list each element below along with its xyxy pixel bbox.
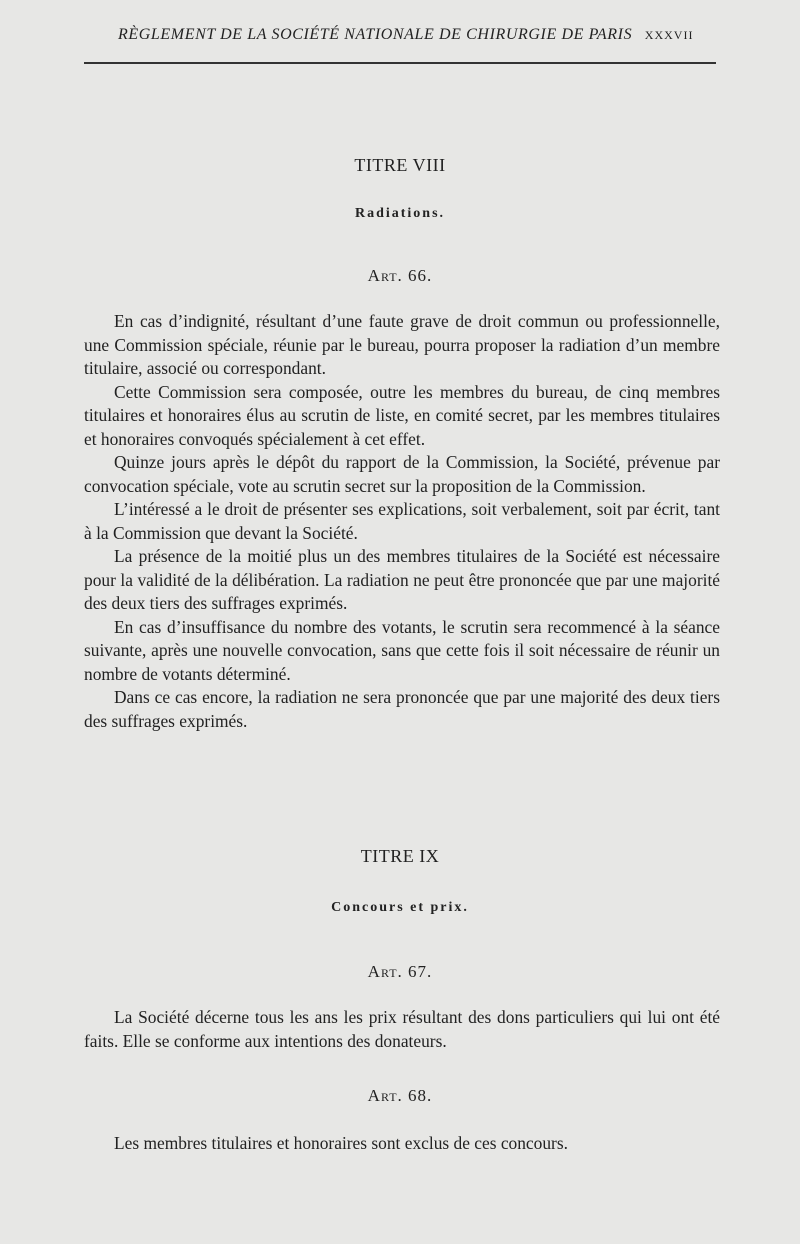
article-68-heading: Art. 68. xyxy=(367,1086,433,1105)
titre-viii-subtitle: Radiations. xyxy=(354,206,446,221)
paragraph: En cas d’insuffisance du nombre des votants, le scrutin sera recommencé à la séance suivante, après une nouvelle convocation, sans que cette fois il soit nécessaire de réunir un nombre de votants déterminé. xyxy=(84,616,720,684)
paragraph: La Société décerne tous les ans les prix résultant des dons particuliers qui lui ont été faits. Elle se conforme aux intentions des donateurs. xyxy=(84,1007,720,1051)
titre-ix-heading: TITRE IX xyxy=(360,846,440,866)
article-67-text xyxy=(84,1006,720,1053)
article-66-text xyxy=(84,310,720,733)
article-67-heading: Art. 67. xyxy=(367,962,433,981)
paragraph: En cas d’indignité, résultant d’une faute grave de droit commun ou professionnelle, une Commission spéciale, réunie par le bureau, pourra proposer la radiation d’un membre titulaire, associé ou correspondant. xyxy=(84,311,720,378)
running-head xyxy=(118,26,728,44)
paragraph: Dans ce cas encore, la radiation ne sera prononcée que par une majorité des deux tiers des suffrages exprimés. xyxy=(84,687,720,731)
article-66-heading: Art. 66. xyxy=(367,266,433,285)
running-title: RÈGLEMENT DE LA SOCIÉTÉ NATIONALE DE CHIRURGIE DE PARIS xyxy=(118,26,633,43)
paragraph: Les membres titulaires et honoraires sont exclus de ces concours. xyxy=(114,1133,568,1153)
paragraph: Cette Commission sera composée, outre les membres du bureau, de cinq membres titulaires et honoraires élus au scrutin de liste, en comité secret, par les membres titulaires et honoraires convoqués spécialement à cet effet. xyxy=(84,381,720,449)
article-68-text xyxy=(84,1132,720,1156)
paragraph: L’intéressé a le droit de présenter ses explications, soit verbalement, soit par écrit, tant à la Commission que devant la Société. xyxy=(84,499,720,543)
paragraph: La présence de la moitié plus un des membres titulaires de la Société est nécessaire pour la validité de la délibération. La radiation ne peut être prononcée que par une majorité des deux tiers des suffrages exprimés. xyxy=(84,546,720,613)
paragraph: Quinze jours après le dépôt du rapport de la Commission, la Société, prévenue par convocation spéciale, vote au scrutin secret sur la proposition de la Commission. xyxy=(84,452,720,496)
titre-viii-heading: TITRE VIII xyxy=(354,155,446,175)
page-number: XXXVII xyxy=(644,28,694,42)
titre-ix-subtitle: Concours et prix. xyxy=(331,900,469,915)
header-rule xyxy=(84,62,716,64)
